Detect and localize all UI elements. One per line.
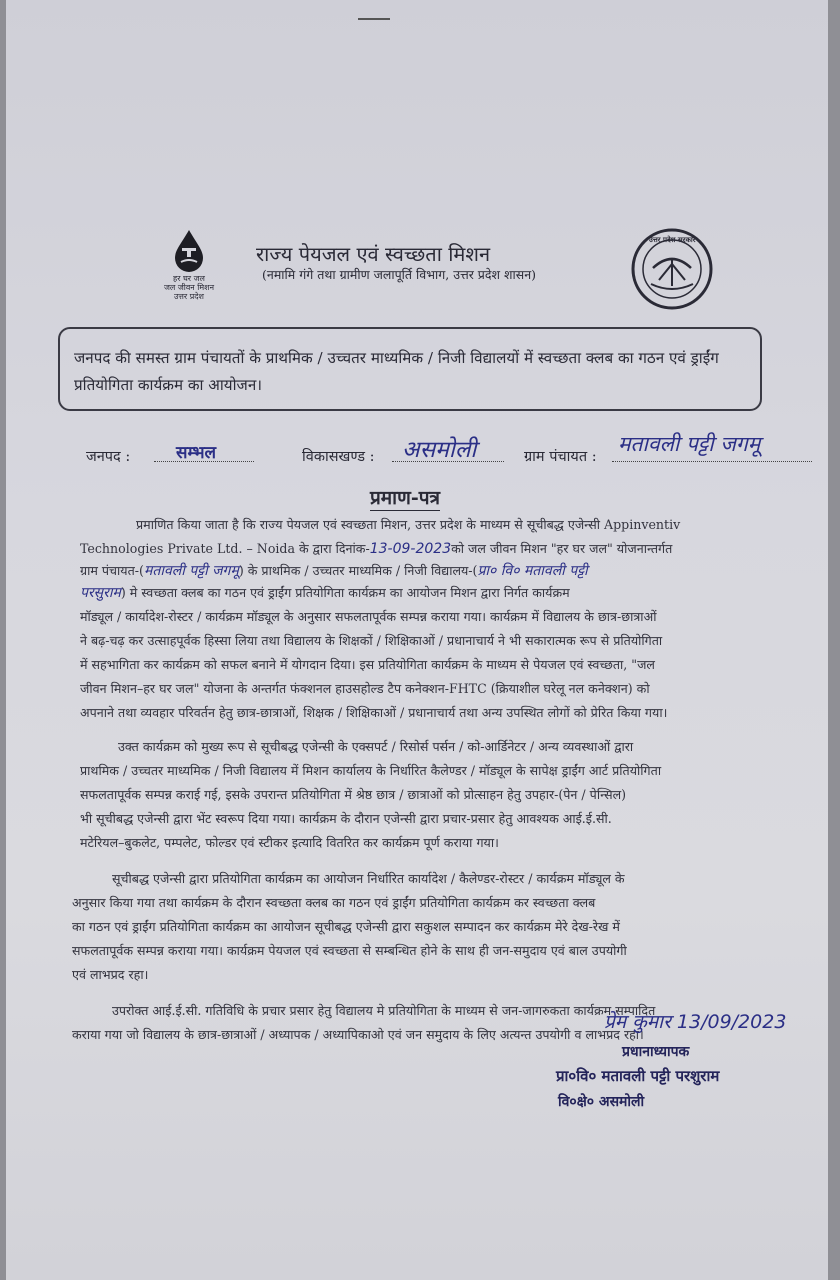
body-line: प्राथमिक / उच्चतर माध्यमिक / निजी विद्यालय में मिशन कार्यालय के निर्धारित कैलेण्डर / मॉड्यूल के सापेक्ष ड्राईंग आर्ट प्रतियोगिता [80,763,662,778]
certificate-page [6,0,828,1280]
body-line: अनुसार किया गया तथा कार्यक्रम के दौरान स्वच्छता क्लब का गठन एवं ड्राईंग प्रतियोगिता कार्यक्रम कर स्वच्छता क्लब [72,895,596,910]
district-value: सम्भल [176,443,217,463]
body-line: अपनाने तथा व्यवहार परिवर्तन हेतु छात्र-छात्राओं, शिक्षक / शिक्षिकाओं / प्रधानाचार्य तथा अन्य उपस्थित लोगों को प्रेरित किया गया। [80,705,668,720]
subject-box: जनपद की समस्त ग्राम पंचायतों के प्राथमिक / उच्चतर माध्यमिक / निजी विद्यालयों में स्वच्छता क्लब का गठन एवं ड्राईंग प्रतियोगिता कार्यक्रम का आयोजन। [58,327,762,411]
fold-mark [358,18,390,20]
stamp-designation: प्रधानाध्यापक [622,1044,690,1060]
certificate-heading: प्रमाण-पत्र [370,484,440,511]
block-dotline [392,461,504,462]
emblem-caption: उत्तर प्रदेश सरकार [649,236,696,244]
mission-subtitle: (नमामि गंगे तथा ग्रामीण जलापूर्ति विभाग, उत्तर प्रदेश शासन) [262,267,537,282]
body-line: सूचीबद्ध एजेन्सी द्वारा प्रतियोगिता कार्यक्रम का आयोजन निर्धारित कार्यादेश / कैलेण्डर-रोस्टर / कार्यक्रम मॉड्यूल के [112,871,625,886]
up-government-emblem [631,228,713,310]
body-line: सफलतापूर्वक सम्पन्न कराई गई, इसके उपरान्त प्रतियोगिता में श्रेष्ठ छात्र / छात्राओं को प्रोत्साहन हेतु उपहार-(पेन / पेन्सिल) [80,787,627,802]
mission-title: राज्य पेयजल एवं स्वच्छता मिशन [256,242,491,266]
logo-caption: हर घर जल जल जीवन मिशन उत्तर प्रदेश [163,274,215,301]
gp-handwritten: मतावली पट्टी जगमू [143,563,239,579]
body-line: भी सूचीबद्ध एजेन्सी द्वारा भेंट स्वरूप दिया गया। कार्यक्रम के दौरान एजेन्सी द्वारा प्रचार-प्रसार हेतु आवश्यक आई.ई.सी. [80,811,612,826]
school-handwritten: प्रा० वि० मतावली पट्टी [477,563,588,579]
body-line: जीवन मिशन–हर घर जल" योजना के अन्तर्गत फंक्शनल हाउसहोल्ड टैप कनेक्शन-FHTC (क्रियाशील घरेलू नल कनेक्शन) को [80,681,650,696]
body-line: एवं लाभप्रद रहा। [72,967,149,982]
gram-panchayat-value: मतावली पट्टी जगमू [618,432,761,456]
scheme-text: को जल जीवन मिशन "हर घर जल" योजनान्तर्गत [451,541,673,556]
body-line: मॉड्यूल / कार्यादेश-रोस्टर / कार्यक्रम मॉड्यूल के अनुसार सफलतापूर्वक सम्पन्न कराया गया। कार्यक्रम में विद्यालय के छात्र-छात्राओं [80,609,657,624]
water-drop-icon [169,228,209,272]
handwritten-signature: प्रेम कुमार 13/09/2023 [604,1011,787,1033]
school-prefix: ) के प्राथमिक / उच्चतर माध्यमिक / निजी विद्यालय-( [238,563,478,578]
gram-panchayat-dotline [612,461,812,462]
body-line: कराया गया जो विद्यालय के छात्र-छात्राओं / अध्यापक / अध्यापिकाओ एवं जन समुदाय के लिए अत्यन्त उपयोगी व लाभप्रद रहा। [72,1027,644,1042]
body-line: ने बढ़-चढ़ कर उत्साहपूर्वक हिस्सा लिया तथा विद्यालय के शिक्षकों / शिक्षिकाओं / प्रधानाचार्य ने भी सकारात्मक रूप से प्रतियोगिता [80,633,663,648]
body-line: का गठन एवं ड्राईंग प्रतियोगिता कार्यक्रम का आयोजन सूचीबद्ध एजेन्सी द्वारा सकुशल सम्पादन कर कार्यक्रम मेरे देख-रेख में [72,919,620,934]
stamp-school-name: प्रा०वि० मतावली पट्टी परशुराम [556,1067,720,1085]
stamp-block-name: वि०क्षे० असमोली [558,1094,645,1110]
signature-block [546,1000,826,1140]
block-label: विकासखण्ड : [302,449,375,465]
body-line: उपरोक्त आई.ई.सी. गतिविधि के प्रचार प्रसार हेतु विद्यालय मे प्रतियोगिता के माध्यम से जन-जागरुकता कार्यक्रम सम्पादित [112,1003,656,1018]
program-date: 13-09-2023 [369,541,452,557]
district-label: जनपद : [86,449,131,465]
body-text: ) मे स्वच्छता क्लब का गठन एवं ड्राईंग प्रतियोगिता कार्यक्रम का आयोजन मिशन द्वारा निर्गत कार्यक्रम [120,585,570,600]
body-line: उक्त कार्यक्रम को मुख्य रूप से सूचीबद्ध एजेन्सी के एक्सपर्ट / रिसोर्स पर्सन / को-आर्डिनेटर / अन्य व्यवस्थाओं द्वारा [118,739,634,754]
agency-text: Technologies Private Ltd. – Noida के द्वारा दिनांक- [80,541,370,556]
har-ghar-jal-logo [154,228,224,301]
body-line: प्रमाणित किया जाता है कि राज्य पेयजल एवं स्वच्छता मिशन, उत्तर प्रदेश के माध्यम से सूचीबद्ध एजेन्सी Appinventiv [136,517,681,532]
gram-panchayat-label: ग्राम पंचायत : [524,449,597,465]
block-value: असमोली [402,437,477,463]
body-line: सफलतापूर्वक सम्पन्न कराया गया। कार्यक्रम पेयजल एवं स्वच्छता से सम्बन्धित होने के साथ ही जन-समुदाय एवं बाल उपयोगी [72,943,627,958]
body-line: में सहभागिता कर कार्यक्रम को सफल बनाने में योगदान दिया। इस प्रतियोगिता कार्यक्रम के माध्यम से पेयजल एवं स्वच्छता, "जल [80,657,655,672]
gp-prefix: ग्राम पंचायत-( [80,563,144,578]
school-handwritten-2: परसुराम [80,585,121,601]
body-line: मटेरियल–बुकलेट, पम्पलेट, फोल्डर एवं स्टीकर इत्यादि वितरित कर कार्यक्रम पूर्ण कराया गया। [80,835,499,850]
district-dotline [154,461,254,462]
body-line [80,580,820,606]
